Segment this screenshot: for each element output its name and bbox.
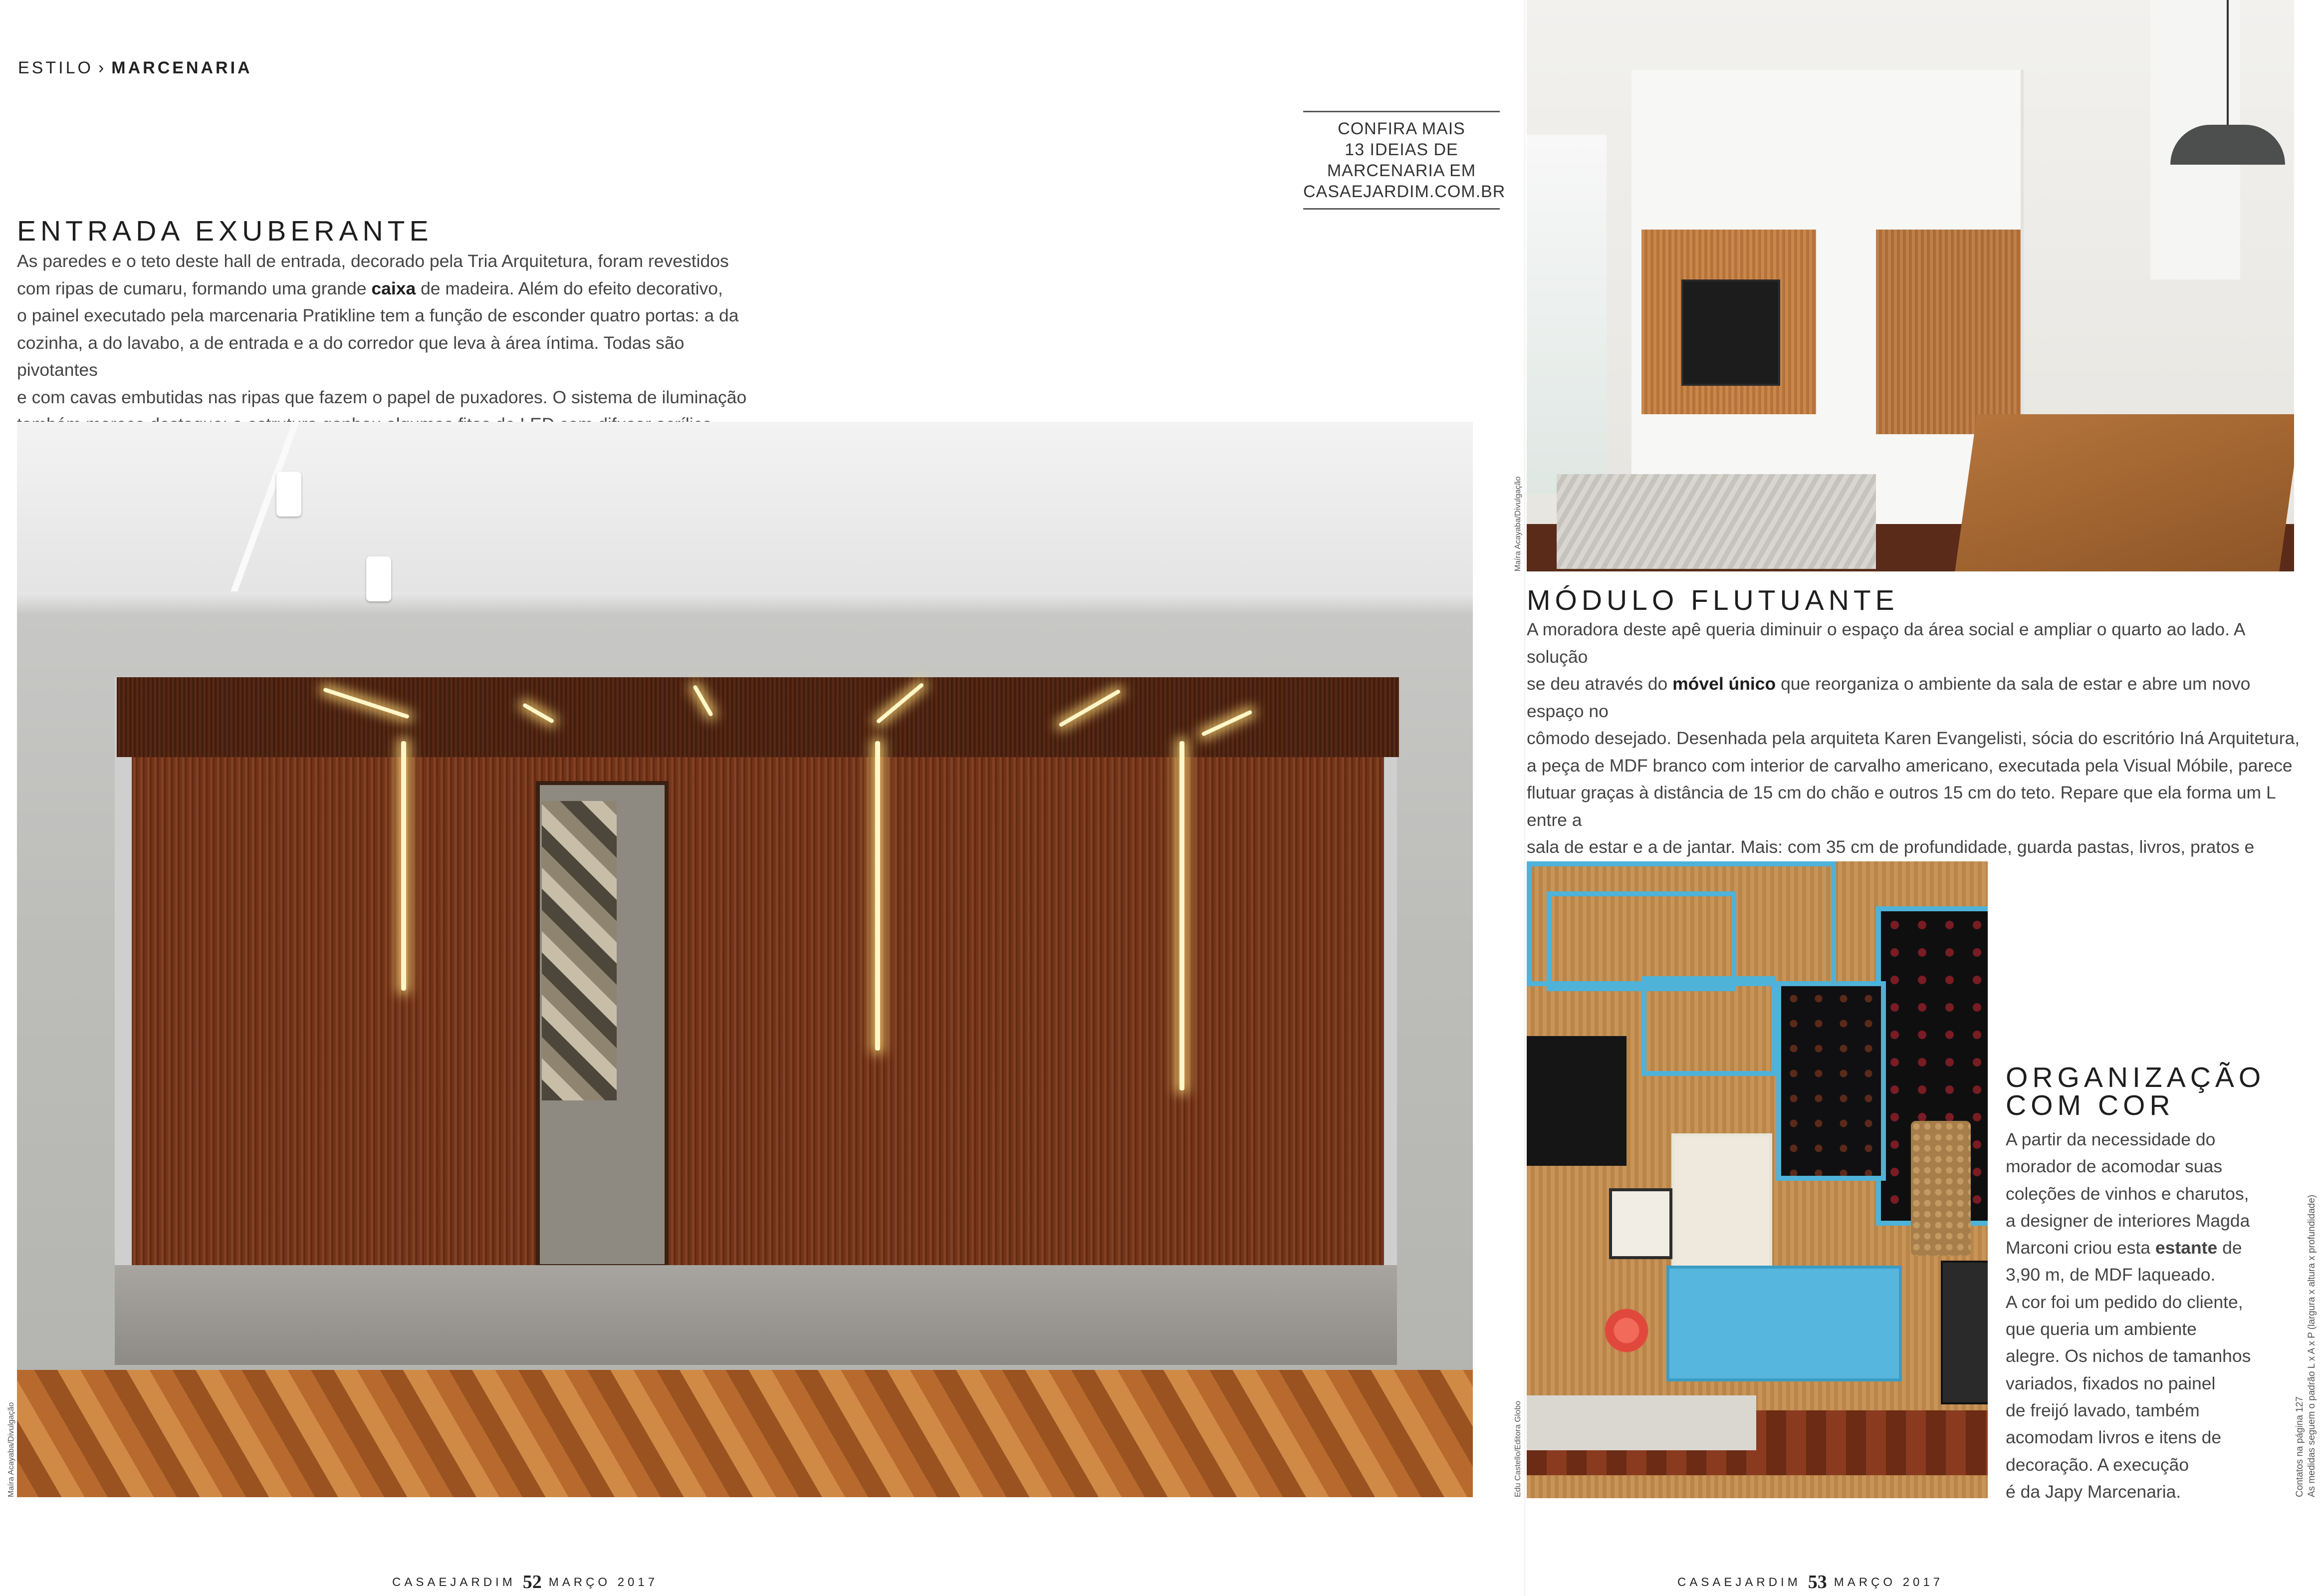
article-body-entrada (17, 248, 755, 438)
body-line: variados, fixados no painel (2006, 1373, 2216, 1393)
callout-line: MARCENARIA EM (1327, 161, 1476, 180)
body-line: A partir da necessidade do (2006, 1129, 2216, 1149)
section-breadcrumb (18, 58, 252, 78)
body-line: o painel executado pela marcenaria Pratikline tem a função de esconder quatro portas: a da (17, 305, 739, 325)
footer-issue: MARÇO 2017 (548, 1576, 659, 1589)
article-body-organizacao (2006, 1126, 2265, 1505)
footer-brand: CASAEJARDIM (1677, 1576, 1801, 1589)
body-line: com ripas de cumaru, formando uma grande caixa de madeira. Além do efeito decorativo, (17, 278, 723, 298)
body-line: que queria um ambiente (2006, 1319, 2197, 1339)
page-number: 52 (522, 1572, 542, 1593)
photo-organizacao-com-cor (1527, 861, 1988, 1498)
page-footer-right (1677, 1571, 1943, 1593)
callout-link[interactable]: CASAEJARDIM.COM.BR (1303, 182, 1506, 201)
body-line: de freijó lavado, também (2006, 1400, 2200, 1420)
article-title-modulo: MÓDULO FLUTUANTE (1527, 584, 1899, 616)
article-title-entrada: ENTRADA EXUBERANTE (17, 215, 433, 247)
photo-credit-organizacao: Edu Castello/Editora Globo (1514, 1401, 1522, 1497)
side-note-contacts: Contatos na página 127 (2295, 1396, 2305, 1497)
body-line: a peça de MDF branco com interior de carvalho americano, executada pela Visual Móbile, parece (1527, 755, 2293, 776)
body-line: flutuar graças à distância de 15 cm do chão e outros 15 cm do teto. Repare que ela forma um L entre a (1527, 783, 2276, 830)
title-line: COM COR (2006, 1089, 2175, 1121)
body-line: morador de acomodar suas (2006, 1156, 2223, 1177)
body-line: A moradora deste apê queria diminuir o espaço da área social e ampliar o quarto ao lado. A solução (1527, 619, 2245, 667)
photo-hall-entrada (17, 422, 1473, 1497)
footer-brand: CASAEJARDIM (392, 1576, 516, 1589)
side-notes (2294, 1195, 2318, 1497)
breadcrumb-section: ESTILO (18, 58, 93, 77)
title-line: ORGANIZAÇÃO (2006, 1062, 2266, 1093)
body-line: Marconi criou esta estante de (2006, 1238, 2242, 1258)
photo-credit-modulo: Maíra Acayaba/Divulgação (1514, 476, 1522, 571)
body-line: cômodo desejado. Desenhada pela arquiteta Karen Evangelisti, sócia do escritório Iná Arquitetura, (1527, 728, 2300, 748)
breadcrumb-subsection: MARCENARIA (111, 58, 252, 77)
body-line: sala de estar e a de jantar. Mais: com 35 cm de profundidade, guarda pastas, livros, pratos e (1527, 837, 2255, 857)
website-callout (1303, 111, 1506, 210)
breadcrumb-separator: › (98, 58, 107, 77)
photo-credit-entrada: Maíra Acayaba/Divulgação (7, 1402, 15, 1497)
body-line: 3,90 m, de MDF laqueado. (2006, 1265, 2216, 1285)
body-line: decoração. A execução (2006, 1454, 2189, 1475)
body-line: acomodam livros e itens de (2006, 1427, 2222, 1448)
page-footer-left (392, 1571, 658, 1593)
side-note-measures: As medidas seguem o padrão L x A x P (largura x altura x profundidade) (2307, 1194, 2317, 1497)
body-line: é da Japy Marcenaria. (2006, 1481, 2181, 1502)
spread-gutter (1524, 0, 1525, 1596)
callout-line: CONFIRA MAIS (1338, 119, 1465, 138)
body-line: alegre. Os nichos de tamanhos (2006, 1346, 2251, 1366)
photo-modulo-flutuante (1527, 0, 2294, 571)
body-line: e com cavas embutidas nas ripas que fazem o papel de puxadores. O sistema de iluminação (17, 387, 747, 407)
article-body-modulo (1527, 616, 2305, 888)
footer-issue: MARÇO 2017 (1834, 1576, 1944, 1589)
body-line: coleções de vinhos e charutos, (2006, 1183, 2249, 1204)
body-line: A cor foi um pedido do cliente, (2006, 1292, 2243, 1312)
body-line: cozinha, a do lavabo, a de entrada e a do corredor que leva à área íntima. Todas são pivotantes (17, 332, 685, 380)
body-line: a designer de interiores Magda (2006, 1210, 2250, 1231)
body-line: As paredes e o teto deste hall de entrada, decorado pela Tria Arquitetura, foram revestidos (17, 251, 729, 271)
article-title-organizacao (2006, 1064, 2265, 1119)
body-line: se deu através do móvel único que reorganiza o ambiente da sala de estar e abre um novo espaço no (1527, 674, 2251, 721)
callout-line: 13 IDEIAS DE (1345, 140, 1458, 159)
page-number: 53 (1808, 1572, 1827, 1593)
